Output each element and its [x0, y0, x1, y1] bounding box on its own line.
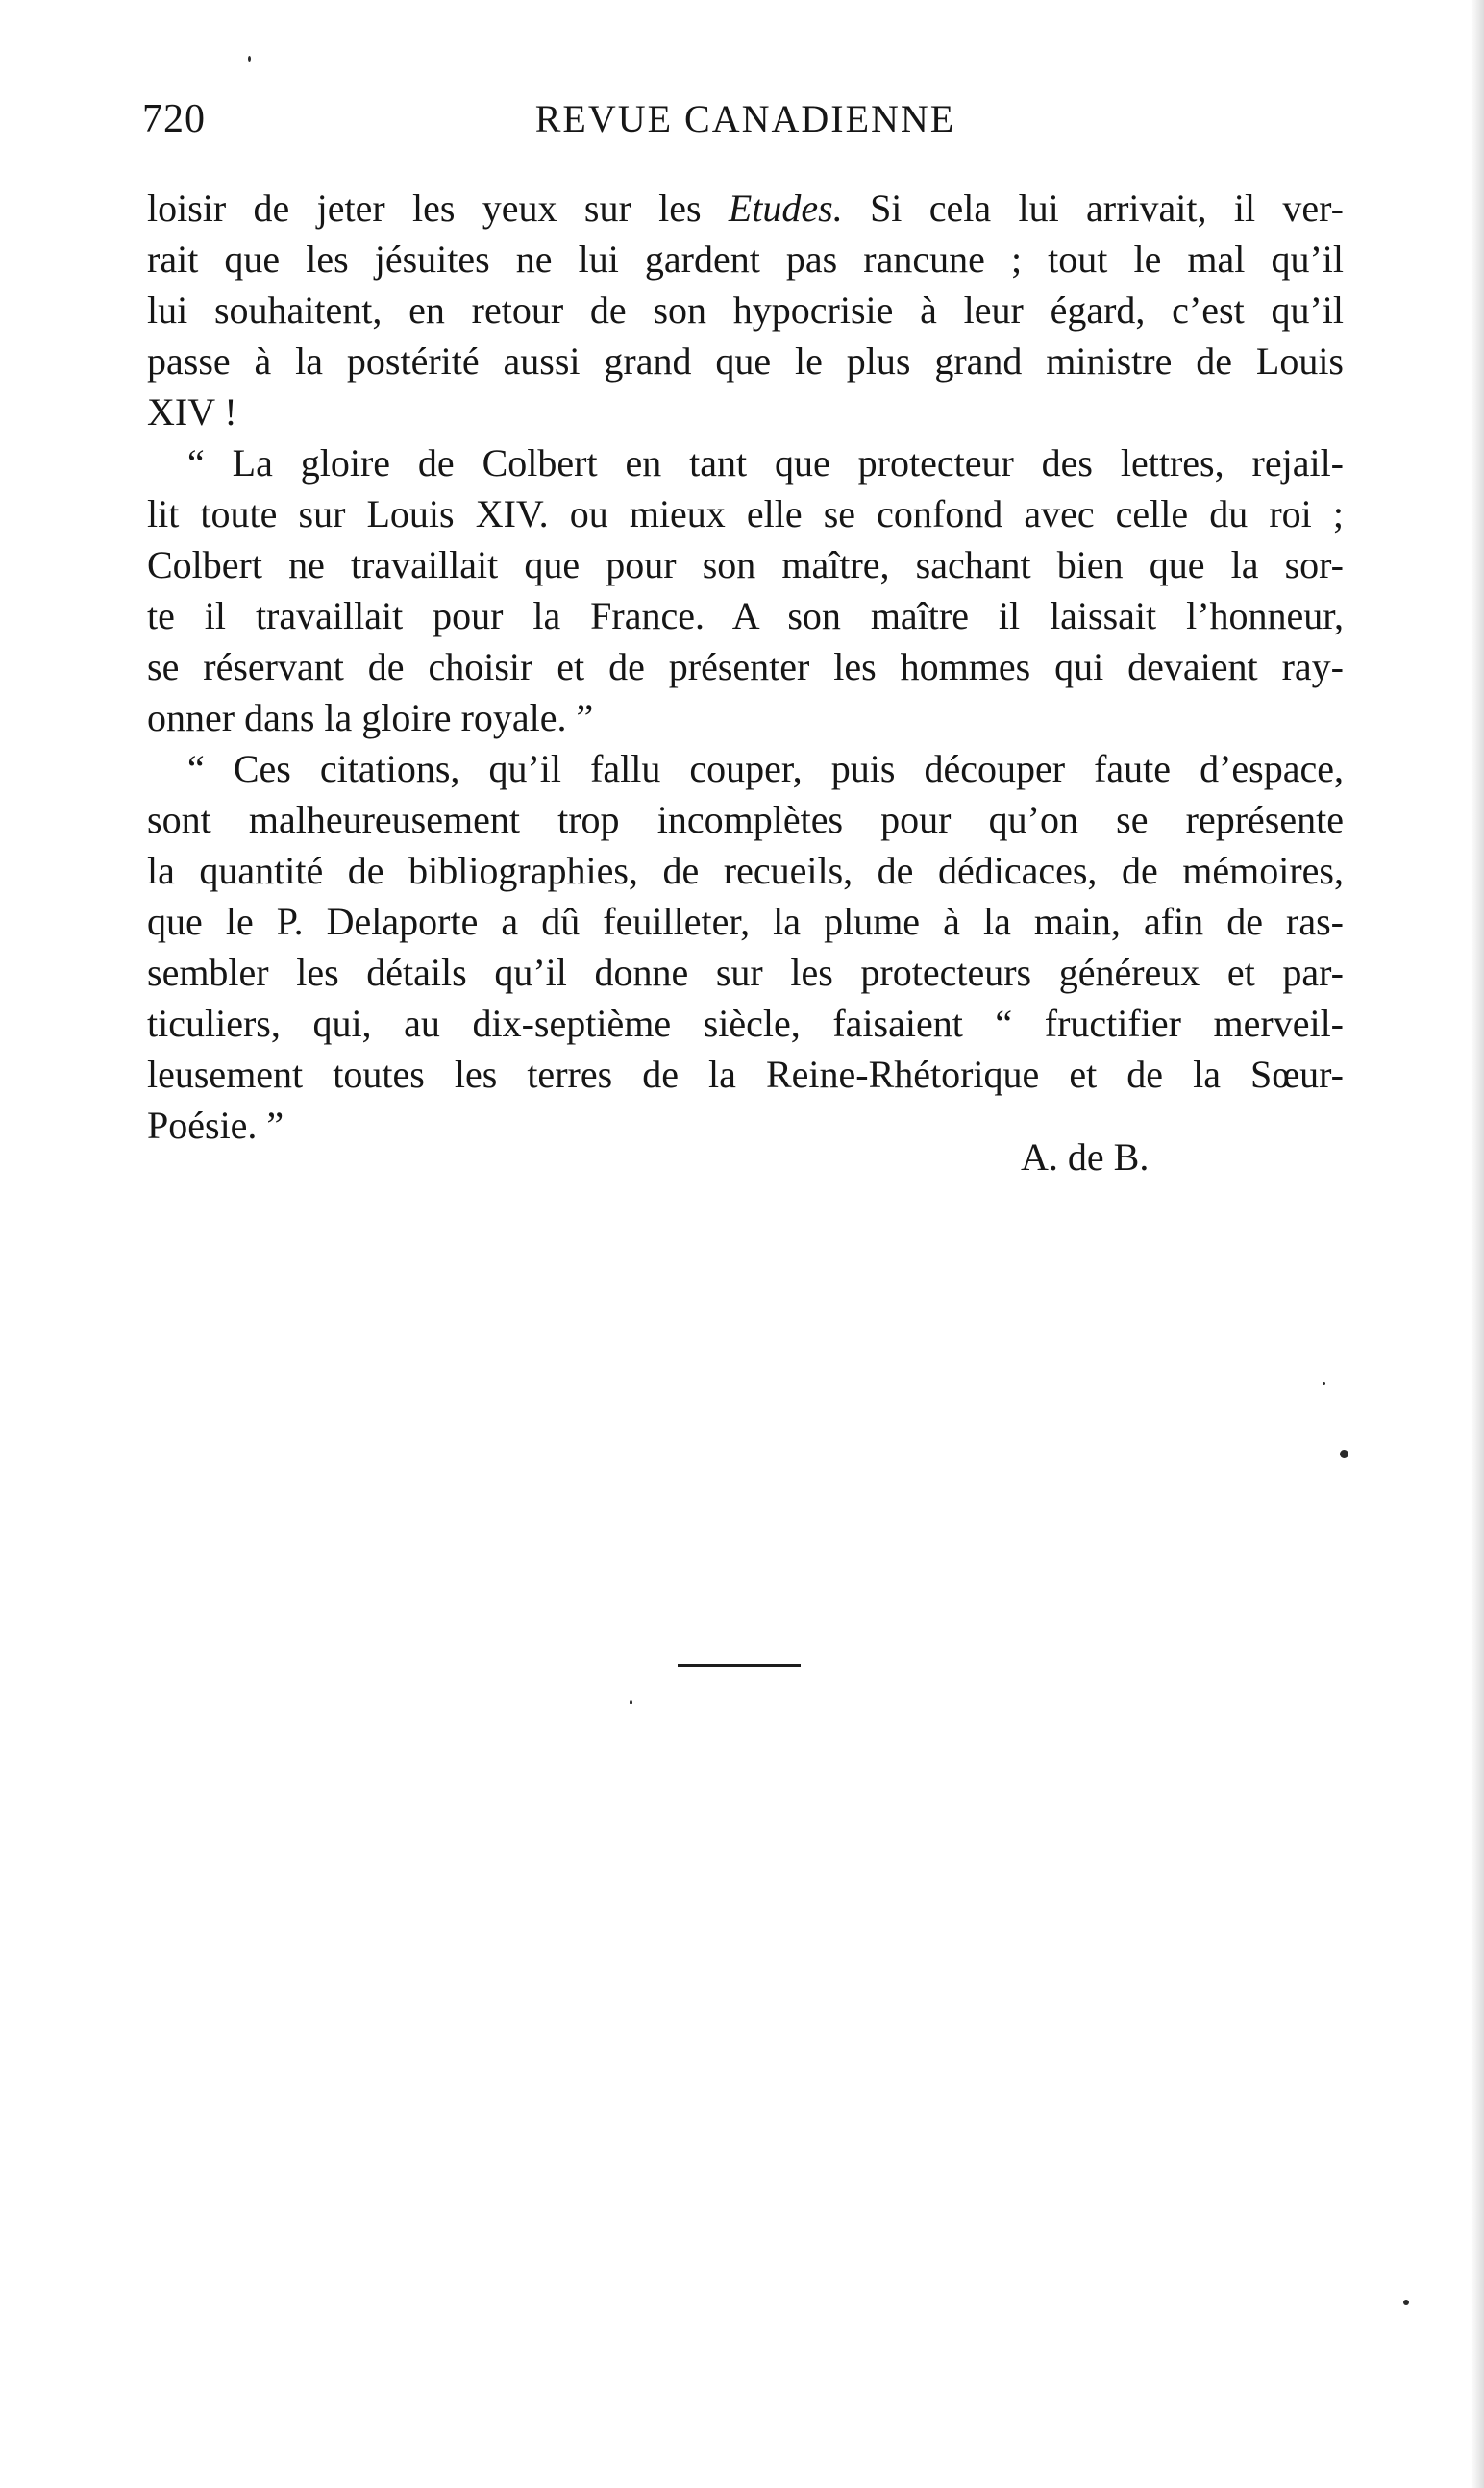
page-number: 720: [142, 97, 206, 141]
article-text: [147, 183, 1344, 1151]
text-line: sembler les détails qu’il donne sur les protecteurs généreux et par-: [147, 951, 1344, 994]
ink-speck: [1340, 1450, 1348, 1458]
running-title: REVUE CANADIENNE: [534, 97, 956, 140]
text-line: Poésie. ”: [147, 1104, 284, 1147]
text-line: [147, 183, 1344, 234]
text-line: te il travaillait pour la France. A son maître il laissait l’honneur,: [147, 594, 1344, 637]
text-line: sont malheureusement trop incomplètes pour qu’on se représente: [147, 798, 1344, 841]
text-line: ticuliers, qui, au dix-septième siècle, faisaient “ fructifier merveil-: [147, 1002, 1344, 1045]
ink-speck: [248, 56, 251, 62]
text-line: que le P. Delaporte a dû feuilleter, la plume à la main, afin de ras-: [147, 900, 1344, 943]
text-line: se réservant de choisir et de présenter les hommes qui devaient ray-: [147, 645, 1344, 688]
text-line: Colbert ne travaillait que pour son maître, sachant bien que la sor-: [147, 543, 1344, 586]
page-edge-shadow: [1471, 0, 1484, 2488]
text-line-start: loisir de jeter les yeux sur les: [147, 187, 729, 230]
text-line-end: Si cela lui arrivait, il ver-: [842, 187, 1344, 230]
text-line: “ La gloire de Colbert en tant que protecteur des lettres, rejail-: [187, 441, 1344, 485]
journal-title-italic: Etudes.: [728, 187, 843, 230]
text-line: onner dans la gloire royale. ”: [147, 696, 594, 739]
page-header: [142, 96, 1348, 154]
text-line: leusement toutes les terres de la Reine-Rhétorique et de la Sœur-: [147, 1053, 1344, 1096]
ink-speck: [1323, 1382, 1325, 1385]
text-line: rait que les jésuites ne lui gardent pas rancune ; tout le mal qu’il: [147, 237, 1344, 281]
author-signature: A. de B.: [1021, 1135, 1150, 1179]
text-line: lit toute sur Louis XIV. ou mieux elle se confond avec celle du roi ;: [147, 492, 1344, 535]
text-line: XIV !: [147, 390, 237, 434]
text-line: la quantité de bibliographies, de recueils, de dédicaces, de mémoires,: [147, 849, 1344, 892]
ink-speck: [630, 1700, 632, 1704]
ink-speck: [1403, 2300, 1409, 2305]
section-divider: [678, 1664, 801, 1667]
text-line: “ Ces citations, qu’il fallu couper, puis découper faute d’espace,: [187, 747, 1344, 790]
text-line: passe à la postérité aussi grand que le plus grand ministre de Louis: [147, 339, 1344, 383]
text-line: lui souhaitent, en retour de son hypocrisie à leur égard, c’est qu’il: [147, 288, 1344, 332]
